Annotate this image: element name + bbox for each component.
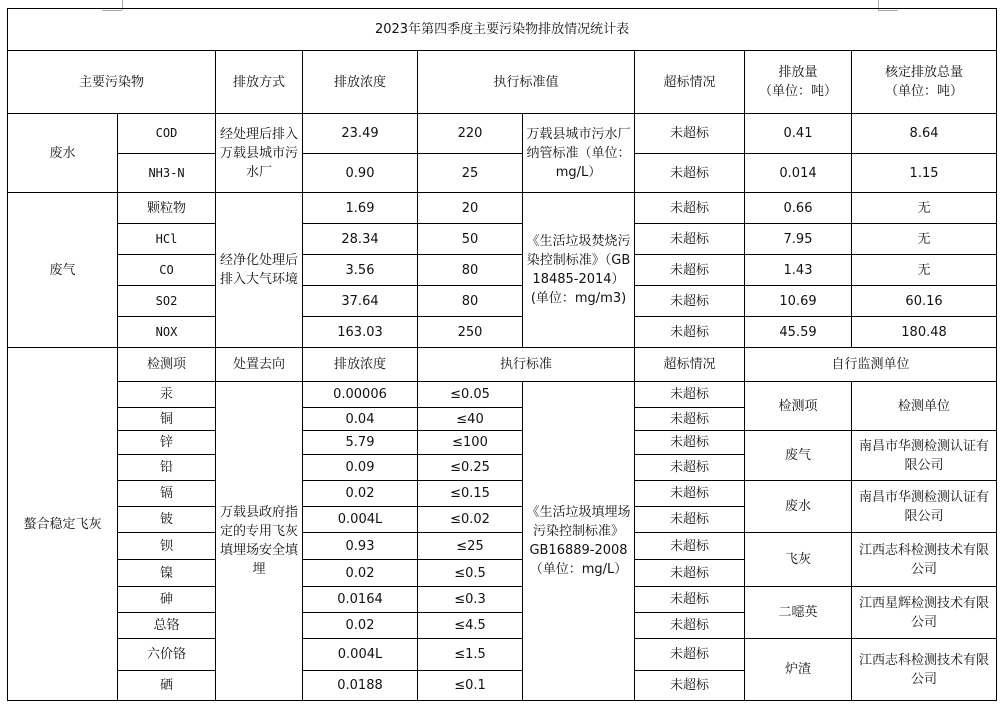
standard-value-cell: 50 <box>418 224 523 255</box>
standard-value-cell: 80 <box>418 255 523 286</box>
fly-ash-header-exceed: 超标情况 <box>635 348 745 382</box>
exceed-cell: 未超标 <box>635 481 745 507</box>
concentration-cell: 0.0164 <box>303 587 418 613</box>
pollutant-item: CO <box>118 255 216 286</box>
standard-value-cell: 220 <box>418 114 523 154</box>
monitor-header-unit: 检测单位 <box>852 382 997 431</box>
header-method: 排放方式 <box>216 51 303 114</box>
category-fly-ash: 螯合稳定飞灰 <box>8 348 118 701</box>
standard-value-cell: 80 <box>418 286 523 317</box>
fly-ash-item: 六价铬 <box>118 639 216 671</box>
concentration-cell: 37.64 <box>303 286 418 317</box>
table-row <box>8 286 997 317</box>
table-row <box>8 224 997 255</box>
emission-cell: 0.41 <box>745 114 852 154</box>
header-pollutant: 主要污染物 <box>8 51 216 114</box>
monitor-item: 废水 <box>745 481 852 533</box>
exceed-cell: 未超标 <box>635 613 745 639</box>
exceed-cell: 未超标 <box>635 431 745 455</box>
fly-ash-standard: 《生活垃圾填埋场污染控制标准》GB16889-2008（单位：mg/L） <box>523 382 635 701</box>
pollutant-item: COD <box>118 114 216 154</box>
table-row <box>8 481 997 507</box>
concentration-cell: 0.02 <box>303 560 418 587</box>
monitor-header-item: 检测项 <box>745 382 852 431</box>
header-concentration: 排放浓度 <box>303 51 418 114</box>
concentration-cell: 0.04 <box>303 408 418 431</box>
concentration-cell: 0.02 <box>303 613 418 639</box>
standard-value-cell: ≤1.5 <box>418 639 523 671</box>
standard-value-cell: ≤0.02 <box>418 507 523 533</box>
approved-total-cell: 1.15 <box>852 154 997 193</box>
concentration-cell: 0.90 <box>303 154 418 193</box>
monitor-item: 飞灰 <box>745 533 852 587</box>
exceed-cell: 未超标 <box>635 455 745 481</box>
concentration-cell: 0.00006 <box>303 382 418 408</box>
standard-value-cell: 20 <box>418 193 523 224</box>
header-exceed: 超标情况 <box>635 51 745 114</box>
fly-ash-item: 铅 <box>118 455 216 481</box>
category-waste-gas: 废气 <box>8 193 118 348</box>
fly-ash-header-standard: 执行标准 <box>418 348 635 382</box>
concentration-cell: 5.79 <box>303 431 418 455</box>
pollutant-item: SO2 <box>118 286 216 317</box>
concentration-cell: 0.004L <box>303 507 418 533</box>
emission-cell: 0.66 <box>745 193 852 224</box>
monitor-item: 二噁英 <box>745 587 852 639</box>
header-standard-value: 执行标准值 <box>418 51 635 114</box>
approved-total-cell: 无 <box>852 255 997 286</box>
wastewater-standard: 万载县城市污水厂纳管标准（单位：mg/L） <box>523 114 635 193</box>
standard-value-cell: ≤0.5 <box>418 560 523 587</box>
header-approved-total: 核定排放总量 （单位：吨） <box>852 51 997 114</box>
standard-value-cell: ≤4.5 <box>418 613 523 639</box>
standard-value-cell: ≤0.3 <box>418 587 523 613</box>
exceed-cell: 未超标 <box>635 154 745 193</box>
waste-gas-method: 经净化处理后排入大气环境 <box>216 193 303 348</box>
exceed-cell: 未超标 <box>635 671 745 701</box>
monitor-item: 废气 <box>745 431 852 481</box>
fly-ash-header-disposal: 处置去向 <box>216 348 303 382</box>
monitor-unit: 江西志科检测技术有限公司 <box>852 639 997 701</box>
pollutant-item: NOX <box>118 317 216 348</box>
emission-cell: 10.69 <box>745 286 852 317</box>
concentration-cell: 0.93 <box>303 533 418 560</box>
standard-value-cell: ≤0.05 <box>418 382 523 408</box>
exceed-cell: 未超标 <box>635 639 745 671</box>
table-row <box>8 154 997 193</box>
concentration-cell: 0.004L <box>303 639 418 671</box>
fly-ash-item: 镉 <box>118 481 216 507</box>
concentration-cell: 0.0188 <box>303 671 418 701</box>
table-row <box>8 587 997 613</box>
exceed-cell: 未超标 <box>635 533 745 560</box>
table-title: 2023年第四季度主要污染物排放情况统计表 <box>8 9 997 51</box>
emission-cell: 1.43 <box>745 255 852 286</box>
exceed-cell: 未超标 <box>635 587 745 613</box>
standard-value-cell: ≤0.1 <box>418 671 523 701</box>
approved-total-cell: 无 <box>852 224 997 255</box>
standard-value-cell: ≤100 <box>418 431 523 455</box>
standard-value-cell: ≤0.15 <box>418 481 523 507</box>
emission-table <box>7 8 997 701</box>
fly-ash-item: 锌 <box>118 431 216 455</box>
table-row <box>8 193 997 224</box>
fly-ash-item: 铍 <box>118 507 216 533</box>
concentration-cell: 1.69 <box>303 193 418 224</box>
standard-value-cell: ≤25 <box>418 533 523 560</box>
exceed-cell: 未超标 <box>635 255 745 286</box>
monitor-unit: 南昌市华测检测认证有限公司 <box>852 431 997 481</box>
approved-total-cell: 60.16 <box>852 286 997 317</box>
exceed-cell: 未超标 <box>635 193 745 224</box>
emission-cell: 0.014 <box>745 154 852 193</box>
concentration-cell: 163.03 <box>303 317 418 348</box>
fly-ash-header-concentration: 排放浓度 <box>303 348 418 382</box>
table-row <box>8 382 997 408</box>
fly-ash-item: 铜 <box>118 408 216 431</box>
table-row <box>8 533 997 560</box>
category-wastewater: 废水 <box>8 114 118 193</box>
exceed-cell: 未超标 <box>635 560 745 587</box>
table-row <box>8 255 997 286</box>
fly-ash-item: 钡 <box>118 533 216 560</box>
pollutant-item: HCl <box>118 224 216 255</box>
fly-ash-header-monitor: 自行监测单位 <box>745 348 997 382</box>
emission-cell: 45.59 <box>745 317 852 348</box>
table-row <box>8 431 997 455</box>
exceed-cell: 未超标 <box>635 317 745 348</box>
fly-ash-item: 汞 <box>118 382 216 408</box>
monitor-unit: 江西志科检测技术有限公司 <box>852 533 997 587</box>
pollutant-item: 颗粒物 <box>118 193 216 224</box>
standard-value-cell: ≤40 <box>418 408 523 431</box>
concentration-cell: 3.56 <box>303 255 418 286</box>
standard-value-cell: 250 <box>418 317 523 348</box>
approved-total-cell: 无 <box>852 193 997 224</box>
fly-ash-item: 总铬 <box>118 613 216 639</box>
standard-value-cell: ≤0.25 <box>418 455 523 481</box>
pollutant-item: NH3-N <box>118 154 216 193</box>
fly-ash-item: 硒 <box>118 671 216 701</box>
concentration-cell: 0.02 <box>303 481 418 507</box>
fly-ash-item: 砷 <box>118 587 216 613</box>
exceed-cell: 未超标 <box>635 408 745 431</box>
exceed-cell: 未超标 <box>635 286 745 317</box>
exceed-cell: 未超标 <box>635 114 745 154</box>
monitor-unit: 江西星辉检测技术有限公司 <box>852 587 997 639</box>
monitor-unit: 南昌市华测检测认证有限公司 <box>852 481 997 533</box>
standard-value-cell: 25 <box>418 154 523 193</box>
table-row <box>8 317 997 348</box>
exceed-cell: 未超标 <box>635 507 745 533</box>
concentration-cell: 28.34 <box>303 224 418 255</box>
approved-total-cell: 180.48 <box>852 317 997 348</box>
fly-ash-header-item: 检测项 <box>118 348 216 382</box>
waste-gas-standard: 《生活垃圾焚烧污染控制标准》（GB18485-2014）(单位：mg/m3) <box>523 193 635 348</box>
emission-cell: 7.95 <box>745 224 852 255</box>
fly-ash-item: 镍 <box>118 560 216 587</box>
fly-ash-disposal: 万载县政府指定的专用飞灰填埋场安全填埋 <box>216 382 303 701</box>
monitor-item: 炉渣 <box>745 639 852 701</box>
concentration-cell: 23.49 <box>303 114 418 154</box>
concentration-cell: 0.09 <box>303 455 418 481</box>
exceed-cell: 未超标 <box>635 224 745 255</box>
table-row <box>8 639 997 671</box>
approved-total-cell: 8.64 <box>852 114 997 154</box>
header-emission: 排放量 （单位：吨） <box>745 51 852 114</box>
wastewater-method: 经处理后排入万载县城市污水厂 <box>216 114 303 193</box>
exceed-cell: 未超标 <box>635 382 745 408</box>
table-row <box>8 114 997 154</box>
